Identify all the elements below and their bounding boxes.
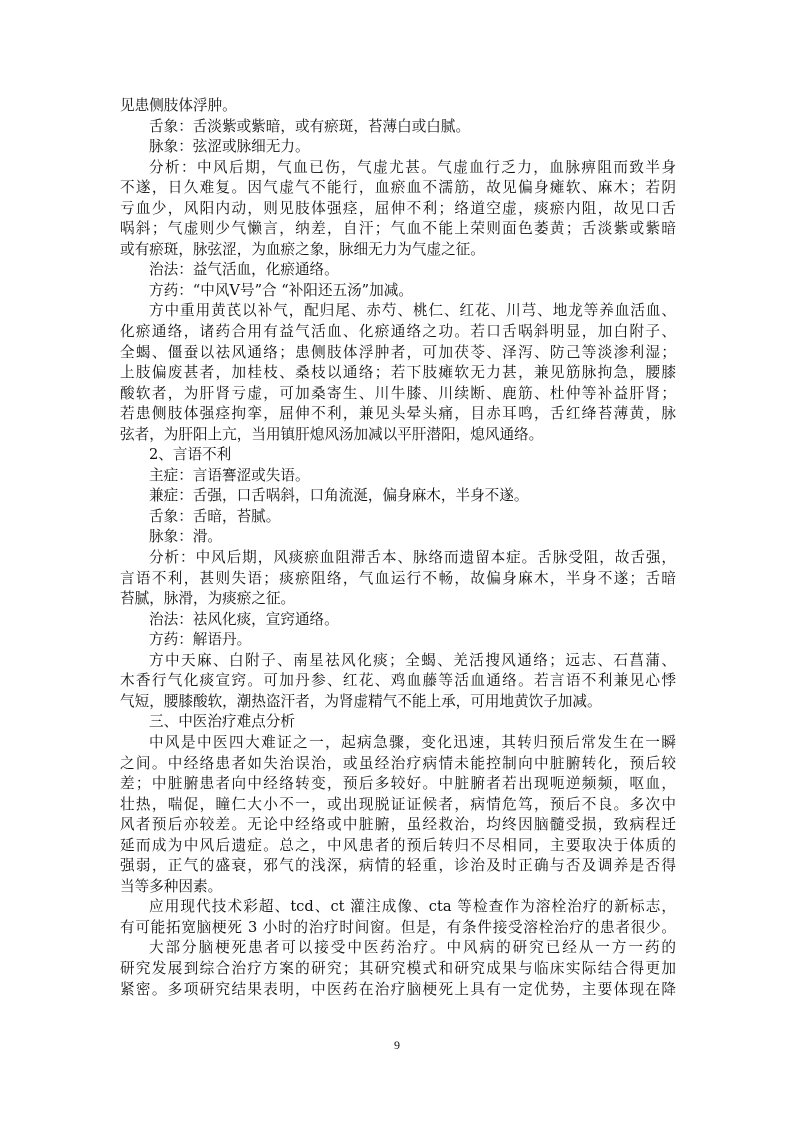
text-line: 化瘀通络，诸药合用有益气活血、化瘀通络之功。若口舌㖞斜明显，加白附子、 <box>120 323 676 341</box>
text-line: 大部分脑梗死患者可以接受中医药治疗。中风病的研究已经从一方一药的 <box>149 939 676 957</box>
text-line: 方药：解语丹。 <box>149 631 252 649</box>
text-line: 紧密。多项研究结果表明，中医药在治疗脑梗死上具有一定优势，主要体现在降 <box>120 980 676 998</box>
text-line: 舌象：舌淡紫或紫暗，或有瘀斑，苔薄白或白腻。 <box>149 117 471 135</box>
text-line: 治法：祛风化痰，宣窍通络。 <box>149 610 339 628</box>
text-line: 不遂，日久难复。因气虚气不能行，血瘀血不濡筋，故见偏身瘫软、麻木；若阴 <box>120 179 676 197</box>
text-line: 研究发展到综合治疗方案的研究；其研究模式和研究成果与临床实际结合得更加 <box>120 959 676 977</box>
text-line: 分析：中风后期，风痰瘀血阻滞舌本、脉络而遗留本症。舌脉受阻，故舌强， <box>149 549 676 567</box>
text-line: 风者预后亦较差。无论中经络或中脏腑，虽经救治，均终因脑髓受损，致病程迁 <box>120 816 676 834</box>
text-line: 主症：言语謇涩或失语。 <box>149 466 310 484</box>
text-line: 全蝎、僵蚕以祛风通络；患侧肢体浮肿者，可加茯苓、泽泻、防己等淡渗利湿； <box>120 343 676 361</box>
text-line: 木香行气化痰宣窍。可加丹参、红花、鸡血藤等活血通络。若言语不利兼见心悸 <box>120 672 676 690</box>
text-line: 酸软者，为肝肾亏虚，可加桑寄生、川牛膝、川续断、鹿筋、杜仲等补益肝肾； <box>120 384 676 402</box>
text-line: 见患侧肢体浮肿。 <box>120 97 237 114</box>
text-line: 三、中医治疗难点分析 <box>149 713 295 731</box>
text-line: 中风是中医四大难证之一，起病急骤，变化迅速，其转归预后常发生在一瞬 <box>149 733 676 751</box>
text-line: 治法：益气活血，化瘀通络。 <box>149 261 339 279</box>
text-line: 方中重用黄芪以补气，配归尾、赤芍、桃仁、红花、川芎、地龙等养血活血、 <box>149 302 676 320</box>
text-line: 亏血少，风阳内动，则见肢体强痉，屈伸不利；络道空虚，痰瘀内阻，故见口舌 <box>120 199 676 217</box>
text-line: 当等多种因素。 <box>120 877 223 895</box>
text-line: 分析：中风后期，气血已伤，气虚尤甚。气虚血行乏力，血脉痹阻而致半身 <box>149 158 676 176</box>
text-line: 或有瘀斑，脉弦涩，为血瘀之象，脉细无力为气虚之征。 <box>120 240 485 258</box>
text-line: 若患侧肢体强痉拘挛，屈伸不利，兼见头晕头痛，目赤耳鸣，舌红绛苔薄黄，脉 <box>120 405 676 423</box>
text-line: 有可能拓宽脑梗死 3 小时的治疗时间窗。但是，有条件接受溶栓治疗的患者很少。 <box>120 918 676 936</box>
text-line: 应用现代技术彩超、tcd、ct 灌注成像、cta 等检查作为溶栓治疗的新标志， <box>149 898 676 916</box>
text-line: 兼症：舌强，口舌㖞斜，口角流涎，偏身麻木，半身不遂。 <box>149 487 529 505</box>
text-line: 强弱，正气的盛衰，邪气的浅深，病情的轻重，诊治及时正确与否及调养是否得 <box>120 857 676 875</box>
text-line: 差；中脏腑患者向中经络转变，预后多较好。中脏腑者若出现呃逆频频，呕血， <box>120 775 676 793</box>
text-line: 上肢偏废甚者，加桂枝、桑枝以通络；若下肢瘫软无力甚，兼见筋脉拘急，腰膝 <box>120 364 676 382</box>
text-line: 言语不利，甚则失语；痰瘀阻络，气血运行不畅，故偏身麻木，半身不遂；舌暗 <box>120 569 676 587</box>
text-line: 舌象：舌暗，苔腻。 <box>149 507 281 525</box>
text-line: 延而成为中风后遗症。总之，中风患者的预后转归不尽相同，主要取决于体质的 <box>120 836 676 854</box>
text-line: 气短，腰膝酸软，潮热盗汗者，为肾虚精气不能上承，可用地黄饮子加减。 <box>120 692 602 710</box>
text-line: 2、言语不利 <box>149 446 232 464</box>
page-number: 9 <box>394 1038 400 1052</box>
text-line: 方中天麻、白附子、南星祛风化痰；全蝎、羌活搜风通络；远志、石菖蒲、 <box>149 651 676 669</box>
text-line: 之间。中经络患者如失治误治，或虽经治疗病情未能控制向中脏腑转化，预后较 <box>120 754 676 772</box>
text-line: 弦者，为肝阳上亢，当用镇肝熄风汤加减以平肝潜阳，熄风通络。 <box>120 425 544 443</box>
text-line: 壮热，喘促，瞳仁大小不一，或出现脱证证候者，病情危笃，预后不良。多次中 <box>120 795 676 813</box>
page-body-text <box>120 96 676 1000</box>
text-line: 脉象：滑。 <box>149 528 222 546</box>
text-line: 㖞斜；气虚则少气懒言，纳差，自汗；气血不能上荣则面色萎黄；舌淡紫或紫暗 <box>120 220 676 238</box>
text-line: 苔腻，脉滑，为痰瘀之征。 <box>120 590 296 608</box>
text-line: 脉象：弦涩或脉细无力。 <box>149 138 310 156</box>
text-line: 方药：“中风Ⅴ号”合 “补阳还五汤”加减。 <box>149 281 413 299</box>
